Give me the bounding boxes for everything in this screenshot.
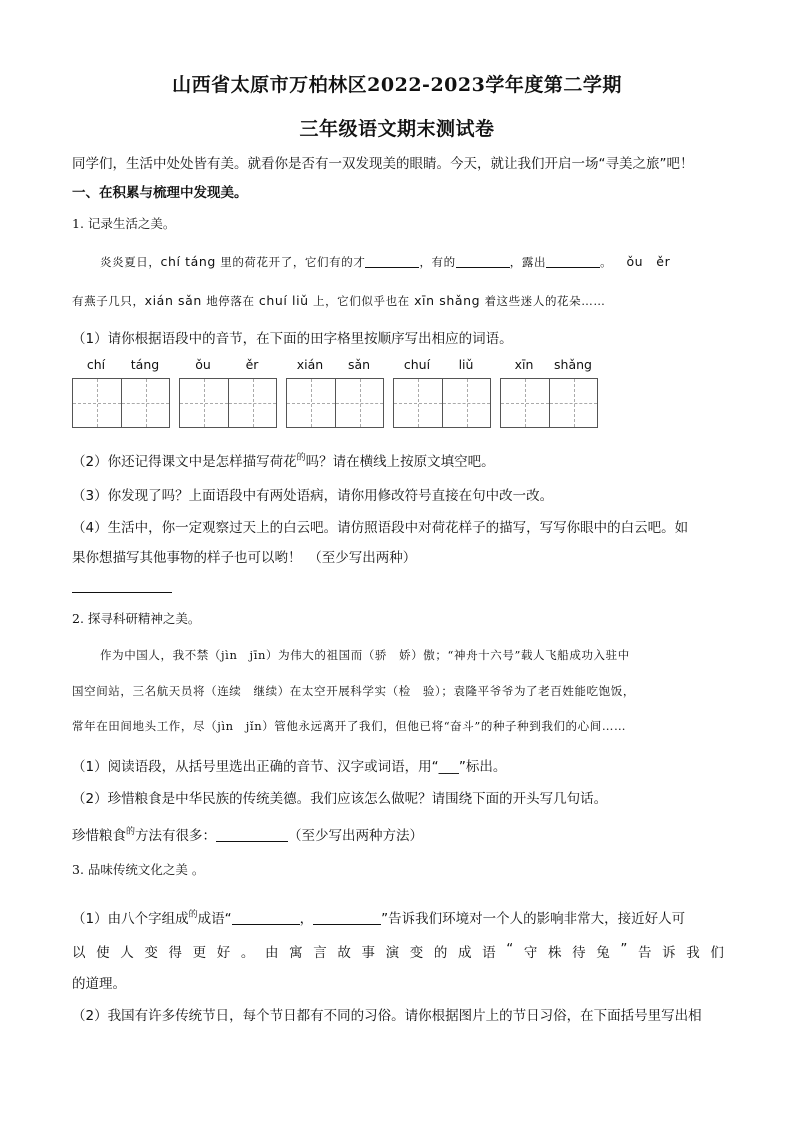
q2-sub1: （1）阅读语段，从括号里选出正确的音节、汉字或词语，用“___”标出。 xyxy=(72,759,507,775)
q1-label: 1. 记录生活之美。 xyxy=(72,216,176,231)
tianzige-box[interactable] xyxy=(394,379,442,427)
tianzige-box[interactable] xyxy=(549,379,597,427)
tianzige-box[interactable] xyxy=(287,379,335,427)
exam-title-line1: 山西省太原市万柏林区2022-2023学年度第二学期 xyxy=(172,74,622,96)
q1-passage-line1: 炎炎夏日，chí táng 里的荷花开了，它们有的才 ，有的 ，露出 。 ǒu ěr xyxy=(100,254,671,269)
pinyin-ouer: ǒu ěr xyxy=(626,254,671,269)
q3-sub1-line2: 以 使 人 变 得 更 好 。 由 寓 言 故 事 演 变 的 成 语 “ 守 株 待 兔 ” 告 诉 我 们 xyxy=(72,941,724,961)
q1-sub4-line2: 果你想描写其他事物的样子也可以哟！ （至少写出两种） xyxy=(72,550,417,566)
q3-sub1-line3: 的道理。 xyxy=(72,976,126,992)
answer-line[interactable] xyxy=(72,592,172,593)
tianzige-box[interactable] xyxy=(228,379,276,427)
idiom-blank-2[interactable] xyxy=(313,910,381,925)
pinyin-chitang: chí táng xyxy=(160,254,216,269)
q1-passage-line2: 有燕子几只，xián sǎn 地停落在 chuí liǔ 上，它们似乎也在 xīn shǎng 着这些迷人的花朵…… xyxy=(72,293,606,308)
idiom-blank-1[interactable] xyxy=(232,910,300,925)
q1-sub4-line1: （4）生活中，你一定观察过天上的白云吧。请仿照语段中对荷花样子的描写，写写你眼中的白云吧。如 xyxy=(72,520,689,536)
q3-sub1-line1: （1）由八个字组成$^的$成语“ ， ”告诉我们环境对一个人的影响非常大，接近好人可 xyxy=(72,910,686,927)
pinyin-chuiliu: chuí liǔ xyxy=(258,293,309,308)
exam-title-line2: 三年级语文期末测试卷 xyxy=(299,118,495,140)
q2-passage-line2: 国空间站，三名航天员将（连续 继续）在太空开展科学实（检 验）；袁隆平爷爷为了老百姓能吃饱饭， xyxy=(72,684,635,698)
tianzige-box[interactable] xyxy=(180,379,228,427)
methods-blank[interactable] xyxy=(216,827,288,842)
q2-label: 2. 探寻科研精神之美。 xyxy=(72,611,201,626)
q1-sub2: （2）你还记得课文中是怎样描写荷花$^的$吗？请在横线上按原文填空吧。 xyxy=(72,453,495,470)
q2-sub2: （2）珍惜粮食是中华民族的传统美德。我们应该怎么做呢？请围绕下面的开头写几句话。 xyxy=(72,791,608,807)
q3-sub2: （2）我国有许多传统节日，每个节日都有不同的习俗。请你根据图片上的节日习俗，在下面括号里写出相 xyxy=(72,1008,702,1024)
tianzige-box[interactable] xyxy=(73,379,121,427)
q2-passage-line1: 作为中国人，我不禁（jìn jīn）为伟大的祖国而（骄 娇）傲；“神舟十六号”载人飞船成功入驻中 xyxy=(100,648,630,662)
grid-pinyin: liǔ xyxy=(458,357,474,372)
q3-label: 3. 品味传统文化之美 。 xyxy=(72,862,205,877)
grid-pinyin: shǎng xyxy=(554,357,592,372)
q1-sub3: （3）你发现了吗？上面语段中有两处语病，请你用修改符号直接在句中改一改。 xyxy=(72,488,554,504)
grid-pinyin: xīn xyxy=(514,357,534,372)
section1-heading: 一、在积累与梳理中发现美。 xyxy=(72,185,248,201)
tianzige-box[interactable] xyxy=(121,379,169,427)
q2-methods: 珍惜粮食$^的$方法有很多： （至少写出两种方法） xyxy=(72,827,424,844)
tianzige-box[interactable] xyxy=(501,379,549,427)
grid-pinyin: sǎn xyxy=(347,357,371,372)
intro-text: 同学们，生活中处处皆有美。就看你是否有一双发现美的眼睛。今天，就让我们开启一场“寻美之旅”吧！ xyxy=(72,156,694,172)
blank-2[interactable] xyxy=(456,253,510,268)
grid-pinyin: táng xyxy=(130,357,160,372)
grid-pinyin: chí xyxy=(86,357,106,372)
q2-passage-line3: 常年在田间地头工作，尽（jìn jǐn）管他永远离开了我们，但他已将“奋斗”的种子种到我们的心间…… xyxy=(72,719,627,733)
q1-sub1: （1）请你根据语段中的音节，在下面的田字格里按顺序写出相应的词语。 xyxy=(72,331,513,347)
pinyin-xinshang: xīn shǎng xyxy=(414,293,481,308)
pinyin-xiansan: xián sǎn xyxy=(144,293,202,308)
blank-3[interactable] xyxy=(546,253,600,268)
blank-1[interactable] xyxy=(365,253,419,268)
tianzige-box[interactable] xyxy=(442,379,490,427)
tianzige-box[interactable] xyxy=(335,379,383,427)
grid-pinyin: chuí xyxy=(403,357,431,372)
grid-pinyin: ǒu xyxy=(195,357,211,372)
grid-pinyin: xián xyxy=(296,357,324,372)
grid-pinyin: ěr xyxy=(245,357,259,372)
